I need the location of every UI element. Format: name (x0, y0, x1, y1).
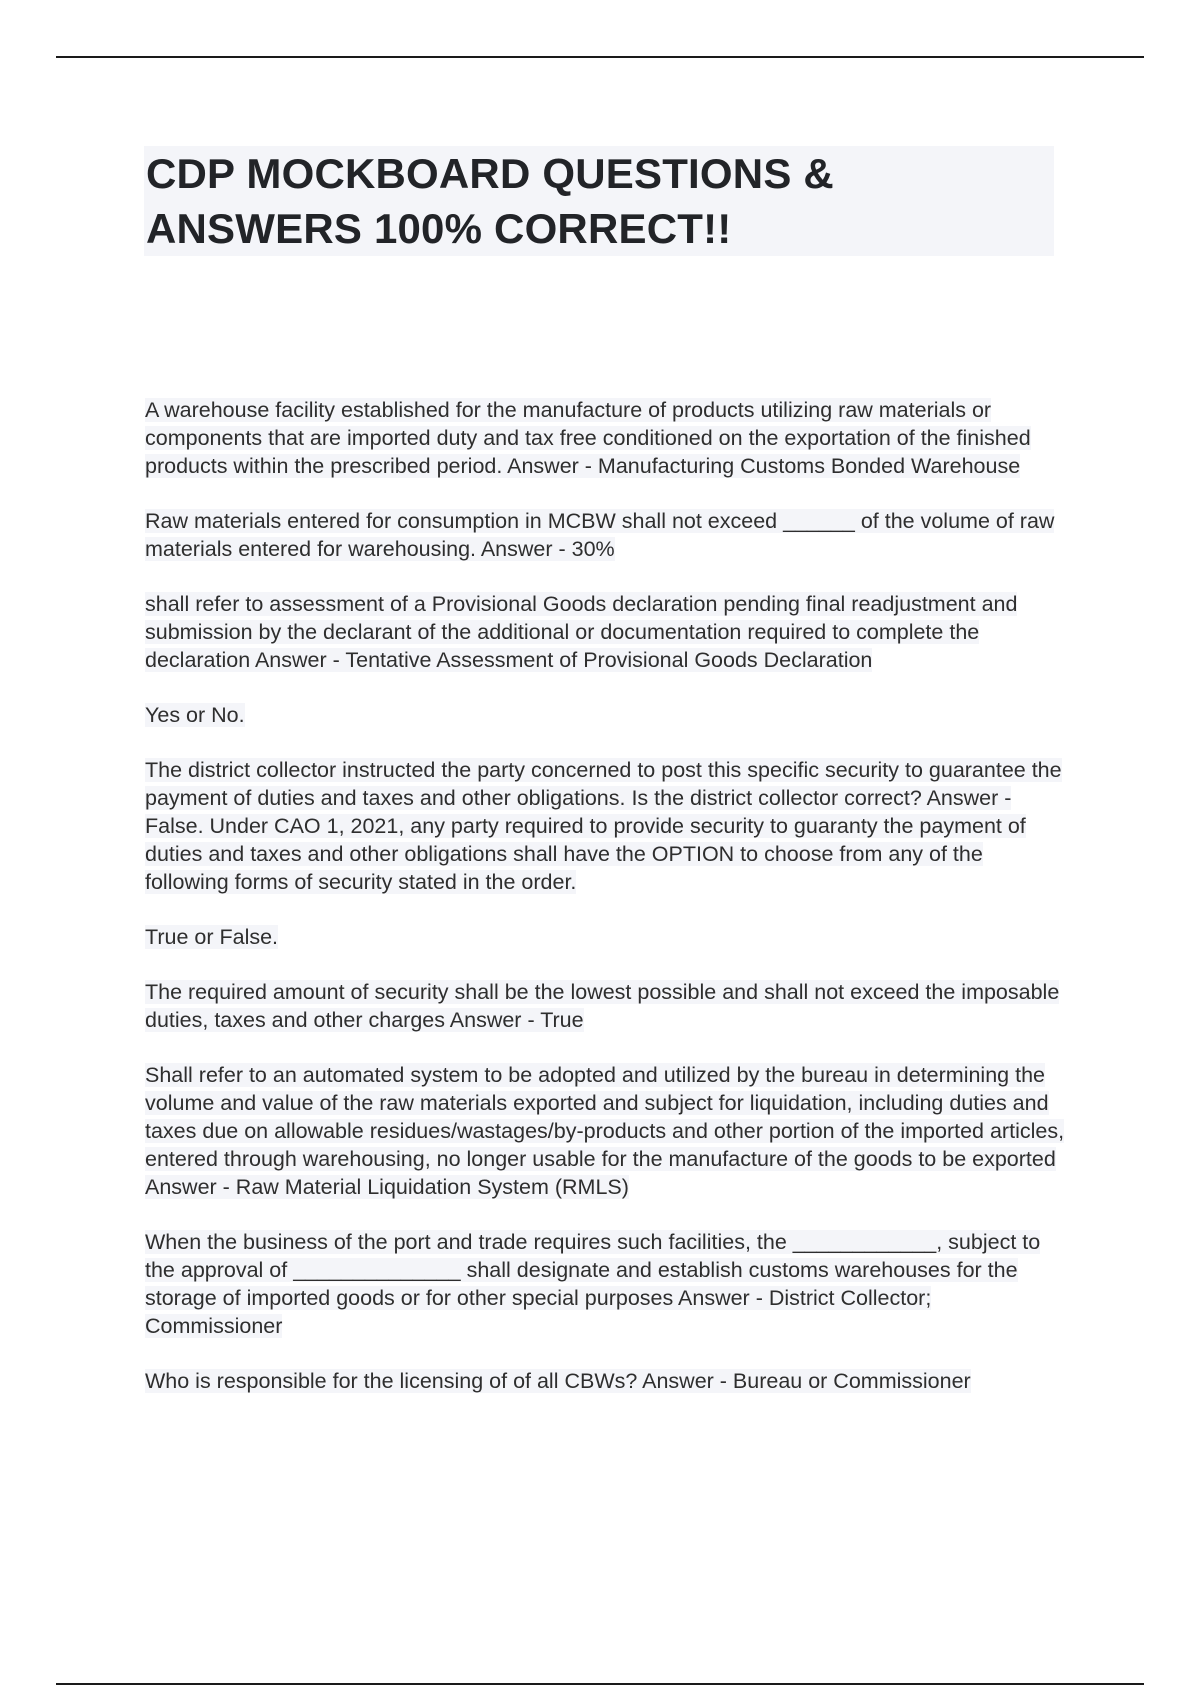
qa-paragraph-4: Yes or No. (145, 703, 245, 727)
qa-paragraph-2: Raw materials entered for consumption in MCBW shall not exceed ______ of the volume of raw materials entered for warehousing. Answer - 30% (145, 509, 1055, 561)
qa-paragraph-1: A warehouse facility established for the manufacture of products utilizing raw materials or components that are imported duty and tax free conditioned on the exportation of the finished products within the prescribed period. Answer - Manufacturing Customs Bonded Warehouse (145, 398, 1031, 478)
qa-paragraph-6: True or False. (145, 925, 279, 949)
document-body (145, 396, 1070, 1422)
qa-paragraph-3: shall refer to assessment of a Provisional Goods declaration pending final readjustment and submission by the declarant of the additional or documentation required to complete the declaration Answer - Tentative Assessment of Provisional Goods Declaration (145, 592, 1018, 672)
qa-paragraph-8: Shall refer to an automated system to be adopted and utilized by the bureau in determining the volume and value of the raw materials exported and subject for liquidation, including duties and taxes due on allowable residues/wastages/by-products and other portion of the imported articles, entered through warehousing, no longer usable for the manufacture of the goods to be exported Answer - Raw Material Liquidation System (RMLS) (145, 1063, 1065, 1199)
document-title: CDP MOCKBOARD QUESTIONS & ANSWERS 100% CORRECT!! (146, 150, 834, 252)
qa-paragraph-5: The district collector instructed the party concerned to post this specific security to guarantee the payment of duties and taxes and other obligations. Is the district collector correct? Answer - False. Under CAO 1, 2021, any party required to provide security to guaranty the payment of duties and taxes and other obligations shall have the OPTION to choose from any of the following forms of security stated in the order. (145, 758, 1062, 894)
qa-paragraph-10: Who is responsible for the licensing of of all CBWs? Answer - Bureau or Commissioner (145, 1369, 971, 1393)
top-rule (56, 56, 1144, 58)
qa-paragraph-7: The required amount of security shall be the lowest possible and shall not exceed the imposable duties, taxes and other charges Answer - True (145, 980, 1060, 1032)
bottom-rule (56, 1683, 1144, 1685)
qa-paragraph-9: When the business of the port and trade requires such facilities, the ____________, subject to the approval of ______________ shall designate and establish customs warehouses for the storage of imported goods or for other special purposes Answer - District Collector; Commissioner (145, 1230, 1041, 1338)
